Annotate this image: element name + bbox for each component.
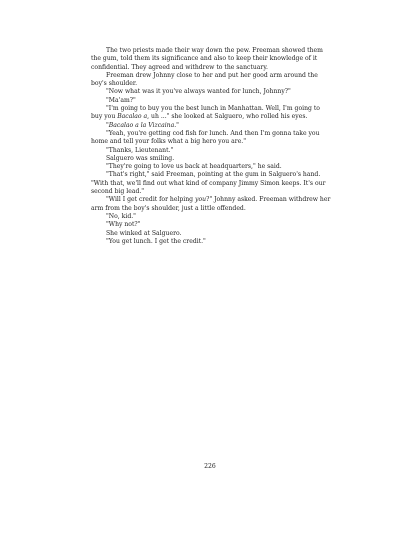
text-run: "Yeah, you're getting cod fish for lunch. And then I'm gonna take you home and tell your folks what a big hero you are."	[91, 129, 320, 146]
text-run: Freeman drew Johnny close to her and put her good arm around the boy's shoulder.	[91, 71, 318, 88]
text-run: "Now what was it you've always wanted for lunch, Johnny?"	[106, 88, 291, 96]
paragraph-p6	[91, 122, 331, 130]
text-run: "Will I get credit for helping	[106, 196, 196, 204]
paragraph-p13	[91, 213, 331, 221]
paragraph-p4	[91, 97, 331, 105]
text-run: Salguero was smiling.	[106, 154, 175, 162]
text-run: "Why not?"	[106, 221, 141, 229]
text-run: "That's right," said Freeman, pointing at the gum in Salguero's hand. "With that, we'll find out what kind of company Jimmy Simon keeps. It's our second big lead."	[91, 171, 326, 196]
paragraph-p9	[91, 155, 331, 163]
paragraph-p5	[91, 105, 331, 122]
paragraph-p8	[91, 147, 331, 155]
text-run: "You get lunch. I get the credit."	[106, 237, 206, 245]
text-run: ?" Johnny asked. Freeman withdrew her arm from the boy's shoulder, just a little offended.	[91, 196, 331, 212]
text-run: "I'm going to buy you the best lunch in Manhattan. Well, I'm going to buy you	[91, 105, 320, 121]
paragraph-p2	[91, 72, 331, 89]
text-run: , uh ..." she looked at Salguero, who rolled his eyes.	[147, 113, 308, 121]
paragraph-p3	[91, 88, 331, 96]
paragraph-p11	[91, 171, 331, 196]
paragraph-p12	[91, 196, 331, 213]
paragraph-p16	[91, 238, 331, 246]
text-run: "No, kid."	[106, 212, 136, 220]
text-run: She winked at Salguero.	[106, 229, 182, 237]
paragraph-p7	[91, 130, 331, 147]
text-run: "They're going to love us back at headquarters," he said.	[106, 163, 282, 171]
paragraph-p1	[91, 47, 331, 72]
text-run: "Ma'am?"	[106, 96, 136, 104]
text-run: The two priests made their way down the pew. Freeman showed them the gum, told them its significance and also to keep their knowledge of it confidential. They agreed and withdrew to the sanctuary.	[91, 47, 323, 71]
text-run: "Thanks, Lieutenant."	[106, 146, 174, 154]
italic-text: Bacalao a	[117, 113, 148, 121]
paragraph-p10	[91, 163, 331, 171]
italic-text: "Bacalao a la Vizcaina."	[106, 121, 179, 129]
page-body	[91, 47, 331, 246]
page-number: 226	[204, 463, 216, 470]
italic-text: you	[195, 196, 207, 204]
paragraph-p15	[91, 230, 331, 238]
paragraph-p14	[91, 221, 331, 229]
